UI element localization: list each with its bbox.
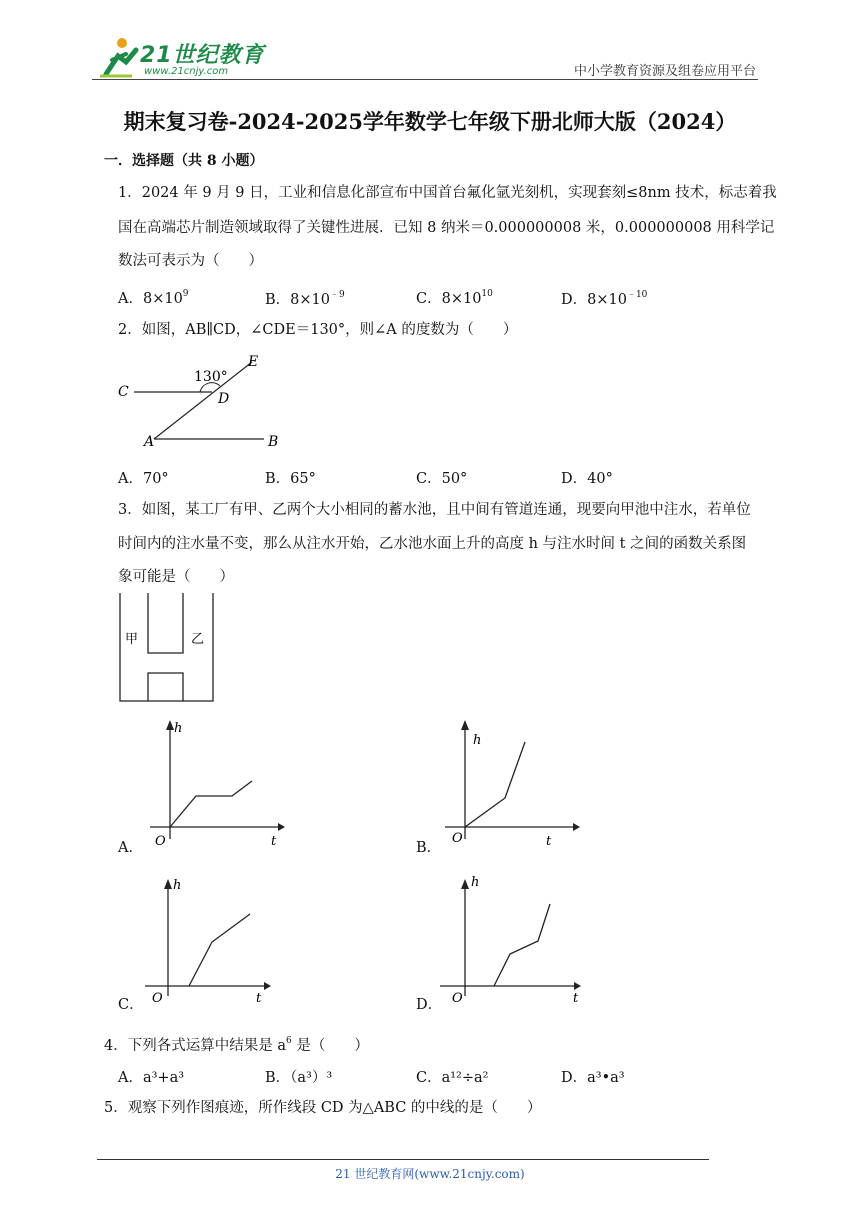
q3-line-2: 时间内的注水量不变，那么从注水开始，乙水池水面上升的高度 h 与注水时间 t 之间的函数关系图 [118,536,747,552]
q3-graph-a [140,714,290,854]
q2-option-c[interactable]: C．50° [416,471,468,487]
q5-line: 5．观察下列作图痕迹，所作线段 CD 为△ABC 的中线的是（ ） [104,1100,542,1116]
q3-graph-d [435,868,590,1008]
q1-option-d[interactable] [561,287,647,309]
point-b: B [268,434,279,450]
point-c: C [118,384,129,400]
q3-option-c[interactable]: C． [118,997,144,1013]
logo-text: 21世纪教育 [140,43,265,68]
q2-option-b[interactable]: B．65° [265,471,316,487]
q3-option-a[interactable]: A． [118,840,143,856]
q3-option-d[interactable]: D． [416,997,443,1013]
point-a: A [144,434,155,450]
q4-line [104,1031,369,1056]
tank-left-label: 甲 [125,632,139,647]
q4-option-d[interactable]: D．a³•a³ [561,1070,625,1086]
origin-label: O [452,991,463,1006]
option-exponent: ﹣10 [626,290,648,300]
origin-label: O [155,834,166,849]
page-title: 期末复习卷-2024-2025学年数学七年级下册北师大版（2024） [123,109,737,134]
q4-option-a[interactable]: A．a³+a³ [118,1070,185,1086]
y-axis-label: h [473,733,482,748]
q1-line-3: 数法可表示为（ ） [118,253,263,269]
option-label: D．8×10 [561,292,627,308]
q1-option-a[interactable] [118,287,189,308]
footer-divider [97,1159,709,1160]
option-label: C．8×10 [416,291,482,307]
logo-url: www.21cnjy.com [144,66,229,77]
q1-option-b[interactable] [265,287,345,309]
x-axis-label: t [271,834,277,849]
y-axis-label: h [174,721,183,736]
point-e: E [248,354,259,370]
q3-line-1: 3．如图，某工厂有甲、乙两个大小相同的蓄水池，且中间有管道连通，现要向甲池中注水，若单位 [118,502,751,518]
origin-label: O [152,991,163,1006]
q4-option-c[interactable]: C．a¹²÷a² [416,1070,489,1086]
point-d: D [218,391,230,407]
header-platform-text: 中小学教育资源及组卷应用平台 [573,64,756,79]
option-exponent: ﹣9 [329,290,345,300]
q3-option-b[interactable]: B． [416,840,442,856]
q1-line-2: 国在高端芯片制造领域取得了关键性进展．已知 8 纳米＝0.000000008 米，0.000000008 用科学记 [118,220,775,236]
option-exponent: 9 [182,289,189,299]
q2-line: 2．如图，AB∥CD，∠CDE＝130°，则∠A 的度数为（ ） [118,322,518,338]
q3-graph-c [140,868,290,1008]
q4-line-text: 4．下列各式运算中结果是 a [104,1038,286,1054]
q3-tank-figure [115,593,220,705]
q4-exponent: 6 [285,1036,292,1046]
footer-link[interactable]: 21 世纪教育网(www.21cnjy.com) [335,1167,525,1181]
angle-label: 130° [194,369,228,385]
q1-option-c[interactable] [416,287,493,308]
option-label: B．8×10 [265,292,330,308]
q3-graph-b [435,714,585,854]
q2-option-a[interactable]: A．70° [118,471,169,487]
header-divider [92,79,758,80]
x-axis-label: t [546,834,552,849]
q1-line-1: 1．2024 年 9 月 9 日，工业和信息化部宣布中国首台氟化氩光刻机，实现套刻≤8nm 技术，标志着我 [118,185,777,201]
y-axis-label: h [471,875,480,890]
option-label: A．8×10 [118,291,183,307]
tank-right-label: 乙 [191,632,205,647]
option-exponent: 10 [481,289,493,299]
y-axis-label: h [173,878,182,893]
q4-line-text-end: 是（ ） [291,1038,369,1054]
q2-option-d[interactable]: D．40° [561,471,613,487]
x-axis-label: t [256,991,262,1006]
origin-label: O [452,831,463,846]
section-heading: 一．选择题（共 8 小题） [104,153,264,169]
x-axis-label: t [573,991,579,1006]
q4-option-b[interactable]: B．（a³）³ [265,1070,333,1086]
q2-figure [112,352,292,452]
q3-line-3: 象可能是（ ） [118,569,234,585]
